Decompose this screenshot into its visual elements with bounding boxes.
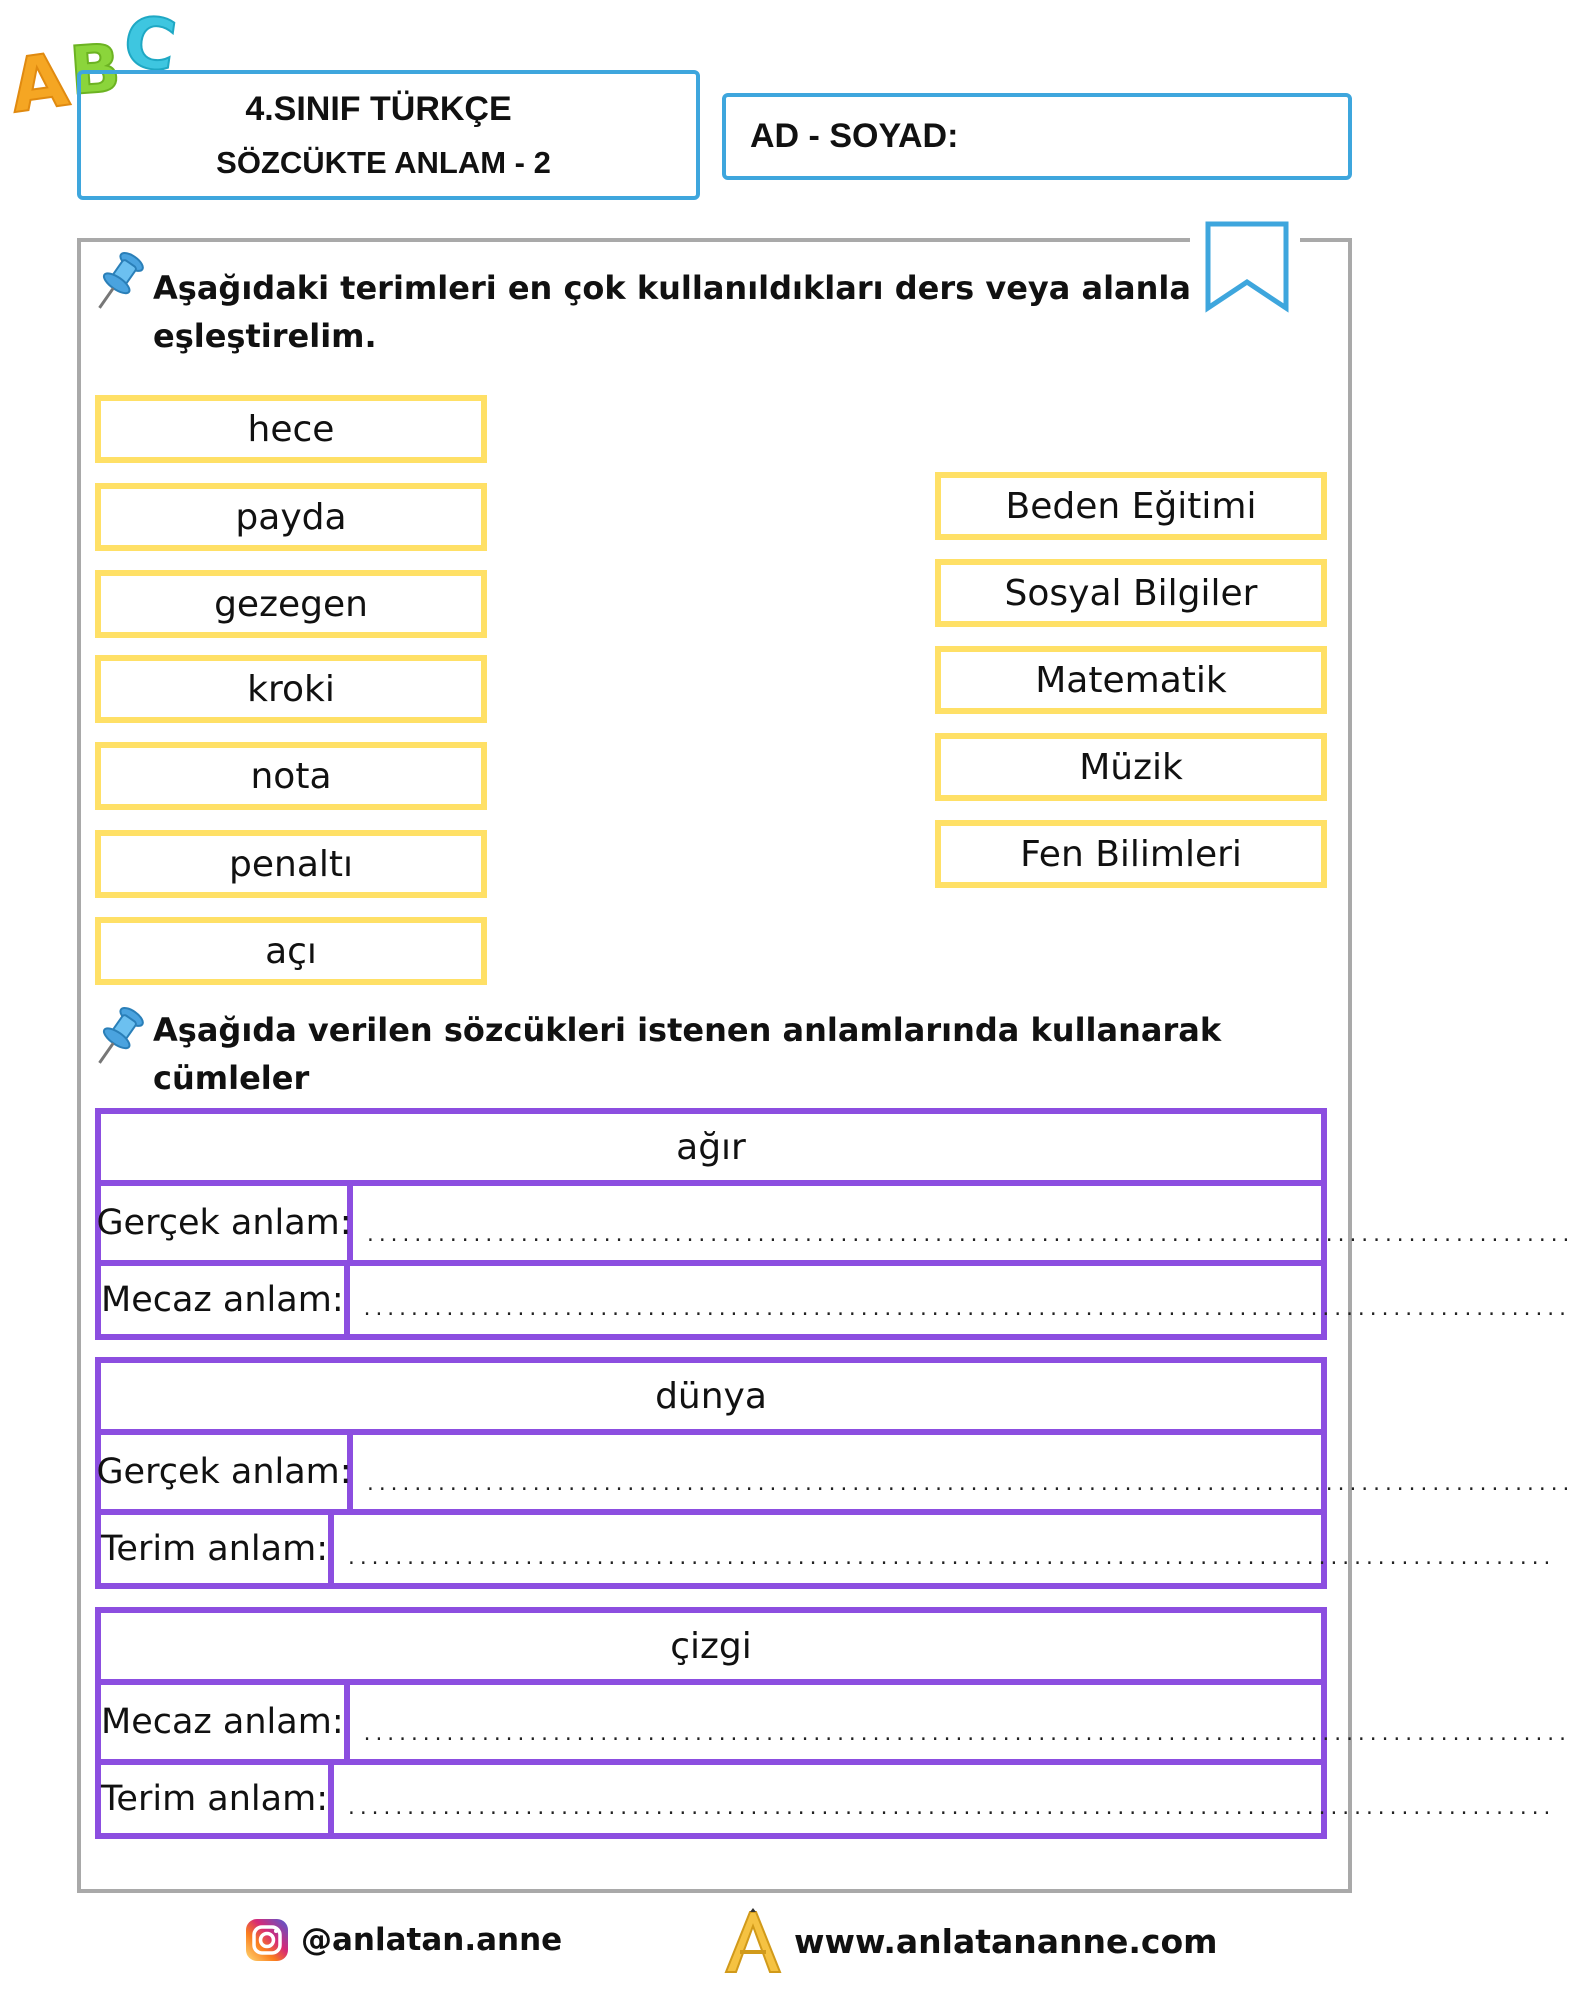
- answer-line[interactable]: ......................................................................................................: [346, 1548, 1554, 1569]
- term-box[interactable]: gezegen: [95, 570, 487, 638]
- section1-instruction: Aşağıdaki terimleri en çok kullanıldıkları ders veya alanla eşleştirelim.: [153, 269, 1191, 355]
- subject-box[interactable]: Müzik: [935, 733, 1327, 801]
- meaning-label: Gerçek anlam:: [101, 1186, 353, 1260]
- table-row: [101, 1509, 1554, 1583]
- name-label: AD - SOYAD:: [750, 117, 959, 155]
- meaning-label: Mecaz anlam:: [101, 1266, 350, 1334]
- term-box[interactable]: hece: [95, 395, 487, 463]
- term-box[interactable]: nota: [95, 742, 487, 810]
- svg-text:A: A: [4, 36, 74, 131]
- meaning-label: Terim anlam:: [101, 1765, 334, 1833]
- svg-text:B: B: [67, 29, 123, 110]
- pencil-a-logo-icon: [722, 1908, 782, 1974]
- answer-line[interactable]: ......................................................................................................: [365, 1474, 1573, 1495]
- answer-line[interactable]: ......................................................................................................: [361, 1724, 1569, 1745]
- answer-line[interactable]: ......................................................................................................: [346, 1798, 1554, 1819]
- instagram-icon: [245, 1918, 289, 1962]
- title-box: [77, 70, 700, 200]
- word-table: [95, 1357, 1573, 1589]
- table-row: [101, 1759, 1554, 1833]
- section2-instruction: Aşağıda verilen sözcükleri istenen anlamlarında kullanarak cümleler: [153, 1011, 1222, 1097]
- meaning-label: Gerçek anlam:: [101, 1435, 353, 1509]
- table-row: [96, 1435, 1573, 1509]
- table-word: ağır: [101, 1114, 1321, 1186]
- subject-box[interactable]: Matematik: [935, 646, 1327, 714]
- title-line2: SÖZCÜKTE ANLAM - 2: [216, 144, 551, 180]
- svg-text:C: C: [118, 0, 181, 88]
- footer-instagram[interactable]: [245, 1918, 562, 1962]
- title-line1: 4.SINIF TÜRKÇE: [245, 89, 512, 128]
- pushpin-icon: [95, 1005, 143, 1075]
- pushpin-icon: [95, 250, 143, 320]
- subject-box[interactable]: Beden Eğitimi: [935, 472, 1327, 540]
- term-box[interactable]: penaltı: [95, 830, 487, 898]
- name-field[interactable]: [722, 93, 1352, 180]
- table-word: dünya: [101, 1363, 1321, 1435]
- footer-website[interactable]: [722, 1908, 1218, 1974]
- meaning-label: Terim anlam:: [101, 1515, 334, 1583]
- meaning-label: Mecaz anlam:: [101, 1685, 350, 1759]
- table-row: [96, 1186, 1573, 1260]
- table-word: çizgi: [101, 1613, 1321, 1685]
- website-url: www.anlatananne.com: [794, 1921, 1218, 1961]
- word-table: [95, 1108, 1573, 1340]
- answer-line[interactable]: ......................................................................................................: [365, 1225, 1573, 1246]
- subject-box[interactable]: Sosyal Bilgiler: [935, 559, 1327, 627]
- instagram-handle: @anlatan.anne: [301, 1922, 563, 1958]
- term-box[interactable]: payda: [95, 483, 487, 551]
- table-row: [101, 1260, 1569, 1334]
- answer-line[interactable]: ......................................................................................................: [361, 1299, 1569, 1320]
- term-box[interactable]: kroki: [95, 655, 487, 723]
- term-box[interactable]: açı: [95, 917, 487, 985]
- subject-box[interactable]: Fen Bilimleri: [935, 820, 1327, 888]
- word-table: [95, 1607, 1569, 1839]
- table-row: [101, 1685, 1569, 1759]
